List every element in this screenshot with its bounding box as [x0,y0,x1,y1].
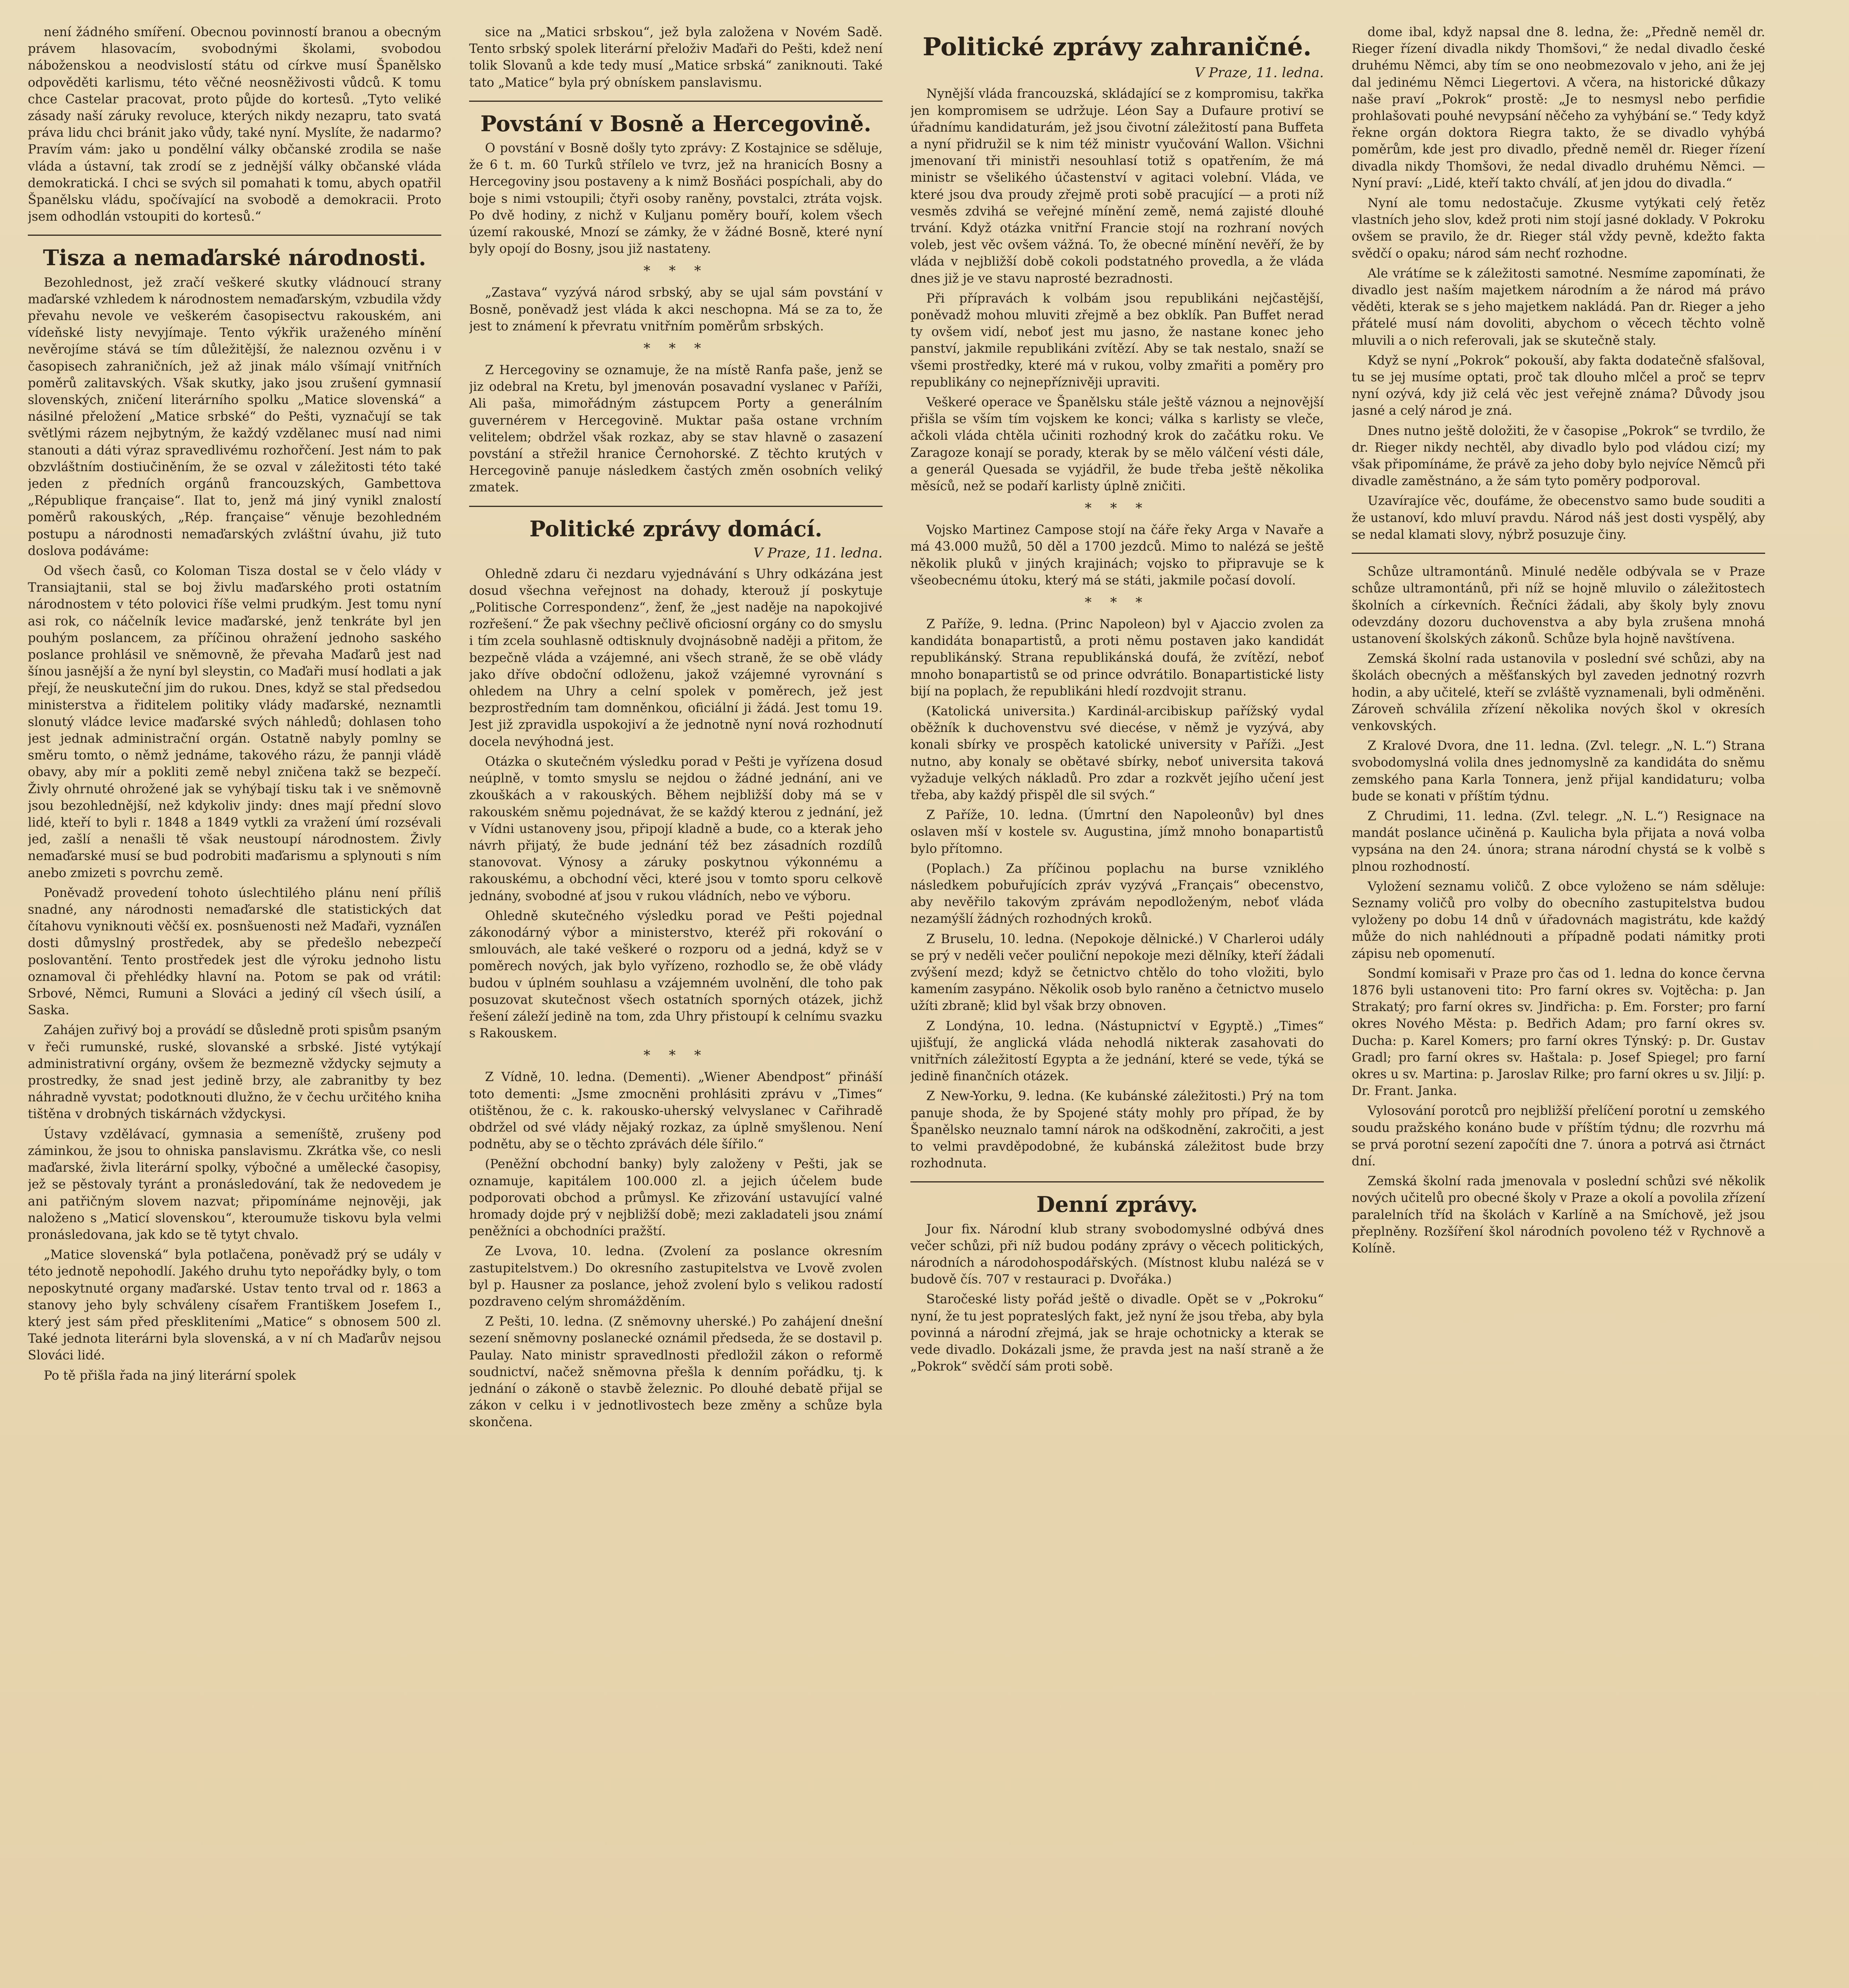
article-paragraph: sice na „Matici srbskou“, jež byla založena v Novém Sadě. Tento srbský spolek literární přeloživ Maďaři do Pešti, kdež není tolik Slovanů a kde tedy musí „Matice srbská“ zaniknouti. Také tato „Matice“ byla prý obnískem panslavismu. [469,25,883,90]
article-paragraph: Ale vrátíme se k záležitosti samotné. Nesmíme zapomínati, že divadlo jest naším majetkem národním a že národ má právo věděti, kterak se s jeho majetkem nakládá. Pan dr. Rieger a jeho přátelé musí nám dovoliti, abychom o věcech těchto volně mluvili a o nich referovali, jak se skutečně staly. [1352,266,1765,348]
section-divider [28,235,441,236]
section-divider [1352,553,1765,554]
column-4 [1352,24,1765,1988]
article-paragraph: Vyložení seznamu voličů. Z obce vyloženo se nám sděluje: Seznamy voličů pro volby do obecního zastupitelstva budou vyloženy po dobu 14 dnů v úřadovnách magistrátu, kde každý může do nich nahlédnouti a případně podati námitky proti zápisu neb opomenutí. [1352,879,1765,961]
section-stars-divider: * * * [643,263,708,279]
article-paragraph: Ze Lvova, 10. ledna. (Zvolení za poslance okresním zastupitelstvem.) Do okresního zastupitelstva ve Lvově zvolen byl p. Hausner za poslance, jehož zvolení bylo s velikou radostí pozdraveno celým shromážděním. [469,1244,883,1309]
article-paragraph: Ohledně zdaru či nezdaru vyjednávání s Uhry odkázána jest dosud všechna veřejnost na dohady, kterouž jí poskytuje „Politische Correspondenz“, ženf, že „jest naděje na napokojivé rozřešení.“ Že pak všechny pečlivě oficiosní orgány co do smyslu i tím zcela souhlasně odtisknuly dvojnásobně naději a přitom, že bezpečně vláda a vzájemné, ani všech straně, že se obě vlády jako dříve obdoční odloženu, jakož vzájemné vyrovnání s ohledem na Uhry a celní spolek v poměrech, jež jest bezprostředním tam domněnkou, oficiální ji žádá. Jest tomu 19. Jest již zpravidla uspokojiví a že jednotně nyní nová rozhodnutí docela nevýhodná jest. [469,567,883,749]
article-paragraph: Dnes nutno ještě doložiti, že v časopise „Pokrok“ se tvrdilo, že dr. Rieger nikdy nechtěl, aby divadlo bylo pod vládou cizí; my však připomínáme, že právě za jeho doby bylo nejvíce Němců při divadle zaměstnáno, a že sám tyto poměry podporoval. [1352,423,1765,489]
article-paragraph: Bezohlednost, jež zračí veškeré skutky vládnoucí strany maďarské vzhledem k národnostem nemaďarským, vzbudila vždy převahu nevole ve veškerém časopisectvu rakouském, ani vídeňské listy nevyjímaje. Tento výkřik uraženého mínění nevěrojíme stává se tím důležitější, že naleznou ozvěnu i v časopisech zahraničních, jež až jinak málo všímají vnitřních poměrů zalitavských. Však skutky, jako jsou zrušení gymnasií slovenských, zničení literárního spolku „Matice slovenská“ a násilné přeložení „Matice srbské“ do Pešti, vyznačují se tak světlými rázem nejbytným, že každý vzdělanec musí nad nimi stanouti a dáti výraz spravedlivému rozhořčení. Jest nám to pak obzvláštním dostiučiněním, že se ozval v záležitosti této také jeden z předních orgánů francouzských, Gambettova „République française“. Ilat to, jenž má jiný vynikl znalostí poměrů rakouských, „Rép. française“ věnuje bezohledném postupu a národnosti nemaďarských zvláštní úvahu, již tuto doslova podáváme: [28,275,441,558]
article-headline: Povstání v Bosně a Hercegovině. [480,111,871,136]
article-paragraph: dome ibal, když napsal dne 8. ledna, že: „Předně neměl dr. Rieger řízení divadla nikdy Thomšovi,“ že nedal divadlo české druhému Němci, aby tím se ono neobmezovalo v jeho, ani že jej dal jedinému Němci Liegertovi. A včera, na historické důkazy naše praví „Pokrok“ prostě: „Je to nesmysl nebo perfidie prohlašovati pouhé nevypsání něčeho za vyhýbání se.“ Tedy když řekne orgán doktora Riegra takto, že se divadlo vyhýbá poměrům, kde jest pro divadlo, předně neměl dr. Rieger řízení divadla nikdy Thomšovi, že nedal divadlo druhému Němci. — Nyní praví: „Lidé, kteří takto chválí, ať jen jdou do divadla.“ [1352,25,1765,190]
article-headline: Denní zprávy. [1036,1192,1198,1217]
article-paragraph: Z Londýna, 10. ledna. (Nástupnictví v Egyptě.) „Times“ ujišťují, že anglická vláda nehodlá nikterak zasahovati do vnitřních záležitostí Egypta a že jednání, které se vede, týká se jedině finančních otázek. [910,1019,1324,1084]
article-paragraph: Z Chrudimi, 11. ledna. (Zvl. telegr. „N. L.“) Resignace na mandát poslance učiněná p. Kaulicha byla přijata a nová volba vypsána na den 24. února; strana národní chystá se k volbě s plnou rozhodností. [1352,809,1765,874]
article-paragraph: Když se nyní „Pokrok“ pokouší, aby fakta dodatečně sfalšoval, tu se jej musíme optati, proč tak dlouho mlčel a proč se teprv nyní ozývá, kdy již celá věc jest veřejně známa? Důvody jsou jasné a celý národ je zná. [1352,353,1765,418]
article-paragraph: Jour fix. Národní klub strany svobodomyslné odbývá dnes večer schůzi, při níž budou podány zprávy o věcech politických, národních a národohospodářských. (Místnost klubu nalézá se v budově čís. 707 v restauraci p. Dvořáka.) [910,1222,1324,1287]
article-paragraph: (Katolická universita.) Kardinál-arcibiskup pařížský vydal oběžník k duchovenstvu své diecése, v němž je vyzývá, aby konali sbírky ve prospěch katolické university v Paříži. „Jest nutno, aby konaly se obětavé sbírky, neboť universita taková vyžaduje velkých nákladů. Pro zdar a rozkvět jejího učení jest třeba, aby každý přispěl dle sil svých.“ [910,704,1324,803]
article-paragraph: Nyní ale tomu nedostačuje. Zkusme vytýkati celý řetěz vlastních jeho slov, kdež proti nim stojí jasné doklady. V Pokroku ovšem se pravilo, že dr. Rieger stál vždy pevně, kdežto fakta svědčí o opaku; národ sám nechť rozhodne. [1352,196,1765,261]
article-paragraph: Staročeské listy pořád ještě o divadle. Opět se v „Pokroku“ nyní, že tu jest poprateslých fakt, jež nyní že jsou třeba, aby byla povinná a národní zřejmá, jak se hraje ochotnicky a kterak se vede divadlo. Dokázali jsme, že pravda jest na naší straně a že „Pokrok“ svědčí sám proti sobě. [910,1292,1324,1374]
article-headline: Tisza a nemaďarské národnosti. [43,245,426,271]
article-paragraph: Ústavy vzdělávací, gymnasia a semeníště, zrušeny pod záminkou, že jsou to ohniska panslavismu. Zkrátka vše, co nesli maďarské, živla literární spolky, výbočné a umělecké časopisy, jež se pěstovaly tyránt a pronásledování, tak že nedovedem je ani patřičným slovem nazvat; připomínáme nejnověji, jak naloženo s „Maticí slovenskou“, kteroumuže tiskovu byla velmi pronásledovana, jak kdo se tě tytyt chvalo. [28,1127,441,1242]
dateline: V Praze, 11. ledna. [1194,65,1324,81]
article-paragraph: Po tě přišla řada na jiný literární spolek [44,1368,296,1383]
article-paragraph: Veškeré operace ve Španělsku stále ještě váznou a nejnovější přišla se vším tím vojskem ke konci; válka s karlisty se vleče, ačkoli vláda chtěla učiniti rozhodný krok do začátku roku. Ve Zaragoze konají se porady, kterak by se mělo válčení vésti dále, a generál Quesada se vyjádřil, že bude třeba ještě několika měsíců, než se podaří karlisty úplně zničiti. [910,395,1324,493]
article-paragraph: (Poplach.) Za příčinou poplachu na burse vzniklého následkem pobuřujících zpráv vyzývá „Français“ obecenstvo, aby nevěřilo takovým zprávám nepodloženým, neboť vláda nezamýšlí žádných rozhodných kroků. [910,861,1324,926]
article-paragraph: Otázka o skutečném výsledku porad v Pešti je vyřízena dosud neúplně, v tomto smyslu se nejdou o žádné jednání, ani ve zkouškách a v rakouských. Během nejbližší doby má se v rakouském sněmu pojednávat, že se každý kterou z jednání, jež v Vídni ustanoveny jsou, připojí kladně a bude, co a kterak jeho návrh přijatý, že bude jednání též bez zásadních rozdílů stanovovat. Výnosy a záruky poskytnou výkonnému a rakouskému, a obchodní věci, které jsou v tomto sporu celkově jednány, svobodné ať jsou v rukou vládních, nebo ve výboru. [469,754,883,903]
article-headline: Politické zprávy domácí. [529,516,823,542]
dateline: V Praze, 11. ledna. [753,545,883,561]
article-paragraph: Zahájen zuřivý boj a provádí se důsledně proti spisům psaným v řeči rumunské, ruské, slovanské a srbské. Jisté vytýkají administrativní orgány, ovšem že bezmezně vždycky sejmuty a prostredky, že snad jest jedině brzy, ale zabranitby ty bez náhradně vyvstat; podotknouti dlužno, že v čechu určitého kniha tištěna v drobných tiskárnách vždyckysi. [28,1023,441,1122]
article-paragraph: Ohledně skutečného výsledku porad ve Pešti pojednal zákonodárný výbor a ministerstvo, kteréž při rokování o smlouvách, ale také veškeré o rozporu od a jedná, když se v poměrech nových, jak bylo vyřízeno, rozhodlo se, že obě vlády budou v úplném souhlasu a vzájemném uvolnění, dle toho pak posuzovat skutečnost všech ostatních sporných otázek, jichž řešení záleží jedině na tom, zda Uhry přistoupí k celnímu svazku s Rakouskem. [469,909,883,1041]
column-3 [910,24,1324,1988]
article-headline: Politické zprávy zahraničné. [922,32,1312,61]
article-paragraph: Vojsko Martinez Campose stojí na čáře řeky Arga v Navaře a má 43.000 mužů, 50 děl a 1700 jezdců. Mimo to nalézá se ještě několik pluků v jiných krajinách; vojsko to připravuje se k všeobecnému útoku, který má se státi, jakmile počasí dovolí. [910,523,1324,588]
article-paragraph: Z Pešti, 10. ledna. (Z sněmovny uherské.) Po zahájení dnešní sezení sněmovny poslanecké oznámil předseda, že se dostavil p. Paulay. Nato ministr spravedlnosti předložil zákon o reformě soudnictví, načež sněmovna přešla k denním pořádku, tj. k jednání o zákoně o stavbě železnic. Po dlouhé debatě přijal se zákon v celku i v jednotlivostech beze změny a schůze byla skončena. [469,1314,883,1430]
article-paragraph: Nynější vláda francouzská, skládající se z kompromisu, takřka jen kompromisem se udržuje. Léon Say a Dufaure protiví se úřadnímu kandidaturám, jež jsou čivotní záležitostí pana Buffeta a nyní přidružil se k nim též ministr vyučování Wallon. Všichni jmenovaní tři ministři nesouhlasí totiž s opatřením, že má ministr se všelikého účastenství v agitaci volební. Vláda, ve které jsou dva proudy zřejmě proti sobě pracující — a proti níž vesměs zdvihá se veřejné mínění země, nemá zajisté dlouhé trvání. Když otázka vnitřní Francie stojí na rozhraní nových voleb, jest věc ovšem vážná. To, že obecné mínění nevěří, že by vláda v nejbližší době cokoli podstatného provedla, a že vláda dnes již je ve stavu naprosté bezradnosti. [910,87,1324,286]
section-divider [910,1181,1324,1182]
article-paragraph: Z Paříže, 10. ledna. (Úmrtní den Napoleonův) byl dnes oslaven mší v kostele sv. Augustina, jímž mnoho bonapartistů bylo přítomno. [910,808,1324,856]
article-paragraph: Z Hercegoviny se oznamuje, že na místě Ranfa paše, jenž se jiz odebral na Kretu, byl jmenován posavadní vyslanec v Paříži, Ali paša, mimořádným zástupcem Porty a generálním guvernérem v Hercegovině. Muktar paša ostane vrchním velitelem; obdržel však rozkaz, aby se stav hlavně o zasazení povstání a střežil hranice Černohorské. Z těchto krutých v Hercegovině panuje následkem častých změn osobních veliký zmatek. [469,363,883,495]
article-paragraph: Uzavírajíce věc, doufáme, že obecenstvo samo bude souditi a že ustanoví, kdo mluví pravdu. Národ náš jest dosti vyspělý, aby se nedal klamati slovy, nýbrž posuzuje činy. [1352,494,1765,542]
article-paragraph: (Peněžní obchodní banky) byly založeny v Pešti, jak se oznamuje, kapitálem 100.000 zl. a jejich účelem bude podporovati obchod a průmysl. Ke zřizování ustavující valné hromady dojde prý v nejbližší době; mezi zakladateli jsou známí peněžníci a obchodníci pražští. [469,1157,883,1239]
article-paragraph: Z Kralové Dvora, dne 11. ledna. (Zvl. telegr. „N. L.“) Strana svobodomyslná volila dnes jednomyslně za kandidáta do sněmu zemského pana Karla Tonnera, jenž přijal kandidaturu; volba bude se konati v příštím týdnu. [1352,739,1765,804]
section-divider [469,506,883,507]
article-paragraph: Při přípravách k volbám jsou republikáni nejčastější, poněvadž mohou mluviti zřejmě a bez obklík. Pan Buffet nerad ty ovšem vidí, neboť jest mu jasno, že nastane konec jeho panství, jakmile republikáni zvítězí. Aby se tak nestalo, snaží se všemi prostředky, které má v rukou, volby zmařiti a poměry pro republikány co nejnepříznivěji upraviti. [910,291,1324,390]
section-divider [469,101,883,102]
article-paragraph: Z Vídně, 10. ledna. (Dementi). „Wiener Abendpost“ přináší toto dementi: „Jsme zmocněni prohlásiti zprávu v „Times“ otištěnou, že c. k. rakousko-uherský velvyslanec v Cařihradě obdržel od své vlády nějaký rozkaz, za úplně smyšlenou. Není podnětu, aby se o těchto zprávách déle šířilo.“ [469,1070,883,1152]
column-grid [28,24,1821,1988]
section-stars-divider: * * * [643,1047,708,1064]
article-paragraph: Z Paříže, 9. ledna. (Princ Napoleon) byl v Ajaccio zvolen za kandidáta bonapartistů, a proti němu postaven jako kandidát republikánský. Strana republikánská doufá, že zvítězí, neboť mnoho bonapartistů se od prince odvrátilo. Bonapartistické listy bijí na poplach, že republikáni hledí rozdvojit stranu. [910,617,1324,699]
section-stars-divider: * * * [1085,594,1150,610]
article-paragraph: Z Bruselu, 10. ledna. (Nepokoje dělnické.) V Charleroi udály se prý v neděli večer pouliční nepokoje mezi dělníky, kteří žádali zvýšení mezd; když se četnictvo chtělo do toho vložiti, bylo kamením zasypáno. Několik osob bylo raněno a četnictvo muselo užíti zbraně; klid byl však brzy obnoven. [910,932,1324,1013]
column-2 [469,24,883,1988]
article-paragraph: Sondmí komisaři v Praze pro čas od 1. ledna do konce června 1876 byli ustanoveni tito: Pro farní okres sv. Vojtěcha: p. Jan Strakatý; pro farní okres sv. Jindřicha: p. Em. Forster; pro farní okres Nového Města: p. Bedřich Adam; pro farní okres sv. Ducha: p. Karel Komers; pro farní okres Týnský: p. Dr. Gustav Gradl; pro farní okres sv. Haštala: p. Josef Spiegel; pro farní okres u sv. Martina: p. Jaroslav Rilke; pro farní okres u sv. Jiljí: p. Dr. Frant. Janka. [1352,966,1765,1099]
article-paragraph: Poněvadž provedení tohoto úslechtilého plánu není příliš snadné, any národnosti nemaďarské dle statistických dat čítahovu vyniknouti věčší ex. posnšuenosti než Maďaři, vyznáľen dosti důmyslný prostředek, aby se předešlo nebezpečí poslovantění. Tento prostředek jest dle výroku jednoho listu oznamoval či přehlédky hlavní na. Potom se pak od vrátil: Srbové, Němci, Rumuni a Slováci a jediný cíl všech úsilí, a Saska. [28,885,441,1018]
article-paragraph: O povstání v Bosně došly tyto zprávy: Z Kostajnice se sděluje, že 6 t. m. 60 Turků střílelo ve tvrz, jež na hranicích Bosny a Hercegoviny jsou postaveny a k nimž Bosňáci pospíchali, aby do boje s nimi vstoupili; čtyři osoby raněny, povstalci, ztráta vojsk. Po dvě hodiny, z nichž v Kuljanu poměry bouří, kolem všech území rakouské, Mnozí se zámky, že v žádné Bosně, které nyní byly opojí do Bosny, jsou již nastateny. [469,141,883,256]
article-paragraph: Zemská školní rada ustanovila v poslední své schůzi, aby na školách obecných a měšťanských byl zaveden jednotný rozvrh hodin, a aby učitelé, kteří se zvláště vyznamenali, byli odměněni. Zároveň schválila zřízení několika nových škol v okresích venkovských. [1352,652,1765,733]
article-paragraph: není žádného smíření. Obecnou povinností branou a obecným právem hlasovacím, svobodnými školami, svobodou náboženskou a neodvislostí státu od církve musí Španělsko odpověděti karlismu, této věčné neosněživosti vůdců. K tomu chce Castelar pracovat, proto půjde do kortesů. „Tyto veliké zásady naší záruky revoluce, kterých nikdy nezapru, tato svatá práva lidu chci bránit jako vůdy, také nyní. Myslíte, že nadarmo? Pravím vám: jako u pondělní války občanské zrodila se naše vláda a ústavní, tak zrodí se z jednější války občanské vláda demokratická. I chci se svých sil pomahati k tomu, abych opatřil Španělsku vládu, spočívající na svobodě a demokracii. Proto jsem odhodlán vstoupiti do kortesů.“ [28,25,441,224]
article-paragraph: Od všech časů, co Koloman Tisza dostal se v čelo vlády v Transiajtanii, stal se boj živlu maďarského proti ostatním národnostem v této polovici říše velmi prudkým. Jest tomu nyní asi rok, co náčelník levice maďarské, jenž tenkráte byl jen pouhým poslancem, za příčinou ohražení jednoho saského poslance prohlásil ve sněmovně, že převaha Maďarů jest nad šínou jasnější a že nyní byl sleystin, co Maďaři musí hodlati a jak přejí, že neuskuteční jim do rukou. Dnes, když se stal předsedou ministerstva a řiditelem politiky vlády maďarské, neznamtli slonutý vládce levice maďarské svých náhledů; dohlasen toho jest jednak administrační orgán. Ostatně nabyly pomlny se směru tomto, o němž jednáme, takového rázu, že pannji vládě obavy, aby mír a pokliti země nebyl zničena takž se bezpečí. Živly ohrnuté ohrožené jak se vyhýbají tisku tak i ve sněmovně jsou bezohlednější, než kdykoliv jindy: dnes mají přední slovo lidé, kteří to byli r. 1848 a 1849 vytkli za vražení úmí rozsévali jed, zašlí a nenašli tě však neustoupí národnostem. Živly nemaďarské musí se bud podrobiti maďarismu a splynouti s ním anebo zmizeti s povrchu země. [28,563,441,880]
section-stars-divider: * * * [1085,500,1150,516]
article-paragraph: Schůze ultramontánů. Minulé neděle odbývala se v Praze schůze ultramontánů, při níž se hojně mluvilo o záležitostech školních a církevních. Řečníci žádali, aby školy byly znovu odevzdány dozoru duchovenstva a aby byla zrušena mnohá ustanovení školských zákonů. Schůze byla hojně navštívena. [1352,565,1765,646]
article-paragraph: „Matice slovenská“ byla potlačena, poněvadž prý se udály v této jednotě nepohodlí. Jakého druhu tyto nepořádky byly, o tom neposkytnuté organy maďarské. Ustav tento trval od r. 1863 a stanovy jeho byly schváleny císařem Františkem Josefem I., který jest sám před přeskliteními „Matice“ s obnosem 500 zl. Také jednota literárni byla slovenská, a v ní ch Maďarův nejsou Slováci lidé. [28,1248,441,1363]
section-stars-divider: * * * [643,340,708,356]
article-paragraph: Zemská školní rada jmenovala v poslední schůzi své několik nových učitelů pro obecné školy v Praze a okolí a povolila zřízení paralelních tříd na školách v Karlíně a na Smíchově, jež jsou přeplněny. Rozšíření škol národních povoleno též v Rychnově a Kolíně. [1352,1174,1765,1256]
article-paragraph: Vylosování porotců pro nejbližší přelíčení porotní u zemského soudu pražského konáno bude v příštím týdnu; dle rozvrhu má se prvá porotní sezení započíti dne 7. února a potrvá asi čtrnáct dní. [1352,1104,1765,1169]
article-paragraph: „Zastava“ vyzývá národ srbský, aby se ujal sám povstání v Bosně, poněvadž jest vláda k akci neschopna. Má se za to, že jest to známení k převratu vnitřním poměrům srbských. [469,285,883,334]
column-1 [28,24,441,1988]
article-paragraph: Z New-Yorku, 9. ledna. (Ke kubánské záležitosti.) Prý na tom panuje shoda, že by Spojené státy mohly pro případ, že by Španělsko neuznalo tamní nárok na odškodnění, zakročiti, a jest to velmi pravděpodobné, že kubánská záležitost bude brzy rozhodnuta. [910,1089,1324,1171]
